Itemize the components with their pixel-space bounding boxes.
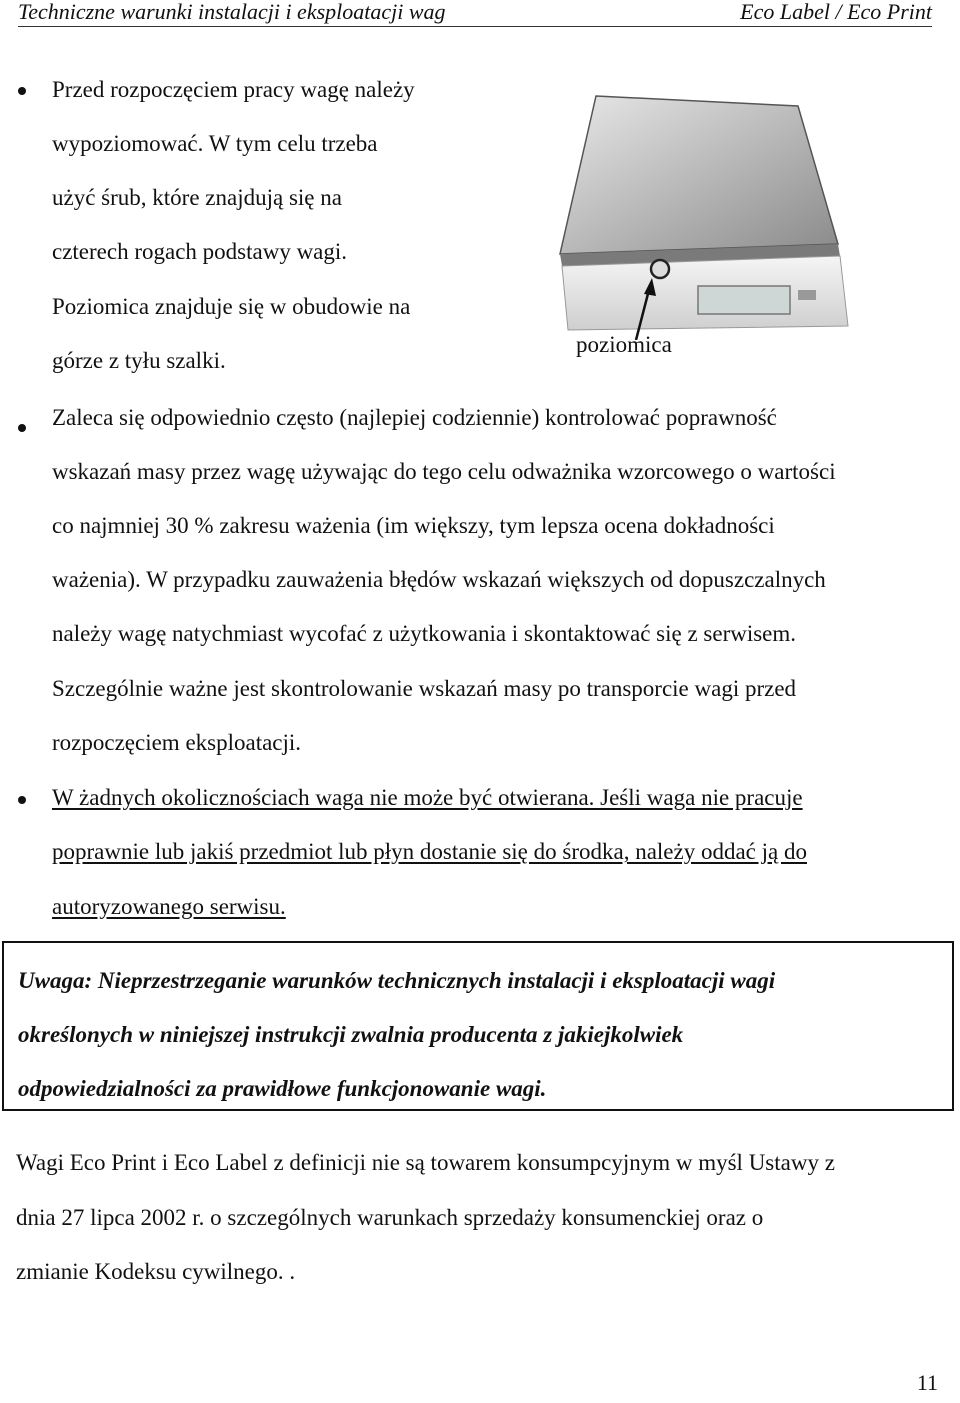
scale-illustration [548, 94, 850, 340]
bullet3-line: poprawnie lub jakiś przedmiot lub płyn dostanie się do środka, należy oddać ją do [52, 839, 807, 864]
bullet1-line: Przed rozpoczęciem pracy wagę należy [52, 77, 415, 102]
warning-box [2, 941, 954, 1111]
bullet3-line: W żadnych okolicznościach waga nie może być otwierana. Jeśli waga nie pracuje [52, 785, 803, 810]
warning-line: określonych w niniejszej instrukcji zwalnia producenta z jakiejkolwiek [18, 1022, 684, 1047]
header-product-name: Eco Label / Eco Print [740, 0, 932, 24]
bullet1-line: wypoziomować. W tym celu trzeba [52, 131, 378, 156]
warning-line: odpowiedzialności za prawidłowe funkcjonowanie wagi. [18, 1076, 547, 1101]
page-header [18, 0, 932, 27]
bullet-marker [18, 87, 26, 95]
bullet2-line: co najmniej 30 % zakresu ważenia (im większy, tym lepsza ocena dokładności [52, 513, 775, 538]
bullet1-line: górze z tyłu szalki. [52, 348, 226, 373]
bullet2-line: należy wagę natychmiast wycofać z użytkowania i skontaktować się z serwisem. [52, 621, 797, 646]
footer-paragraph-line: zmianie Kodeksu cywilnego. . [16, 1259, 296, 1284]
bullet2-line: ważenia). W przypadku zauważenia błędów wskazań większych od dopuszczalnych [52, 567, 826, 592]
bullet2-line: Zaleca się odpowiednio często (najlepiej codziennie) kontrolować poprawność [52, 405, 777, 430]
bullet1-line: czterech rogach podstawy wagi. [52, 239, 348, 264]
bullet2-line: Szczególnie ważne jest skontrolowanie wskazań masy po transporcie wagi przed [52, 676, 797, 701]
bullet2-line: wskazań masy przez wagę używając do tego celu odważnika wzorcowego o wartości [52, 459, 836, 484]
header-document-title: Techniczne warunki instalacji i eksploatacji wag [18, 0, 446, 24]
footer-paragraph-line: Wagi Eco Print i Eco Label z definicji nie są towarem konsumpcyjnym w myśl Ustawy z [16, 1150, 835, 1175]
bullet1-line: Poziomica znajduje się w obudowie na [52, 294, 411, 319]
bullet2-line: rozpoczęciem eksploatacji. [52, 730, 302, 755]
bullet3-line: autoryzowanego serwisu. [52, 894, 286, 919]
footer-paragraph-line: dnia 27 lipca 2002 r. o szczególnych warunkach sprzedaży konsumenckiej oraz o [16, 1205, 764, 1230]
figure-caption: poziomica [576, 332, 672, 357]
bullet-marker [18, 796, 26, 804]
bullet1-line: użyć śrub, które znajdują się na [52, 185, 342, 210]
bullet-marker [18, 424, 26, 432]
page-number: 11 [916, 1370, 938, 1395]
warning-line: Uwaga: Nieprzestrzeganie warunków technicznych instalacji i eksploatacji wagi [18, 968, 776, 993]
